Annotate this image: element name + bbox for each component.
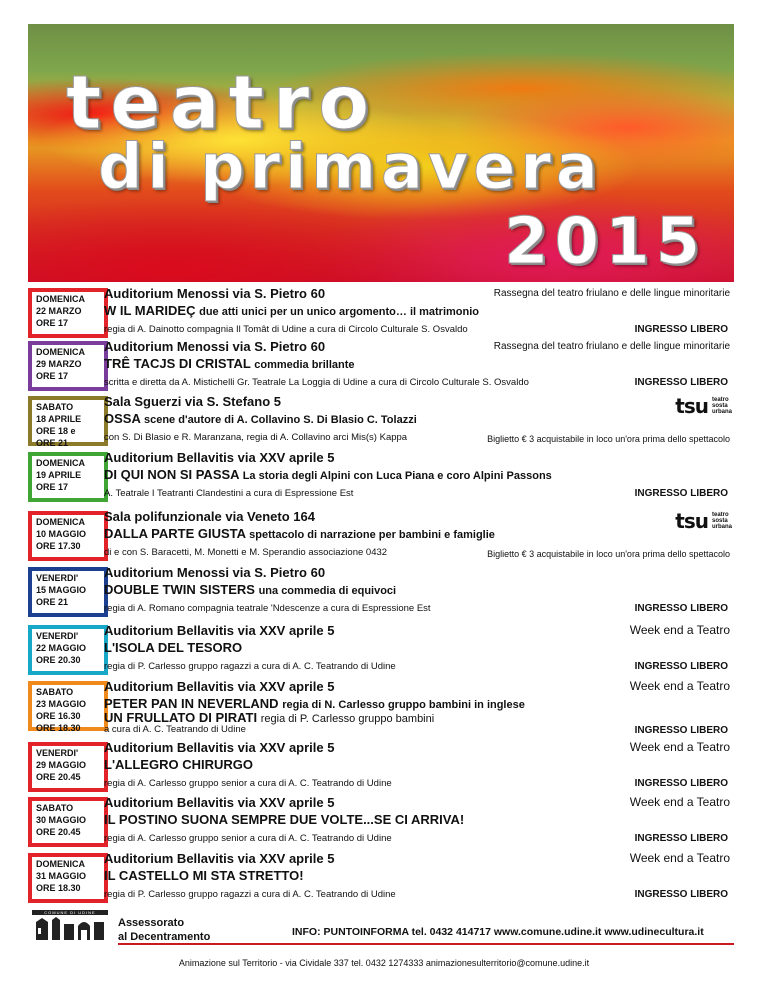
show-subtitle: due atti unici per un unico argomento… il matrimonio bbox=[199, 306, 480, 318]
date-badge-line: 19 APRILE bbox=[36, 470, 82, 480]
show-title-text: OSSA bbox=[104, 411, 141, 426]
date-badge-line: ORE 17 bbox=[36, 318, 69, 328]
credits: regia di P. Carlesso gruppo ragazzi a cura di A. C. Teatrando di Udine bbox=[104, 661, 396, 672]
show-title-2 bbox=[104, 710, 434, 725]
date-badge-line: ORE 20.30 bbox=[36, 655, 81, 665]
date-badge-line: VENERDI' bbox=[36, 631, 79, 641]
show-title bbox=[104, 757, 253, 772]
series-label: Rassegna del teatro friulano e delle lingue minoritarie bbox=[493, 341, 730, 352]
admission: INGRESSO LIBERO bbox=[634, 833, 728, 844]
credits: regia di A. Dainotto compagnia Il Tomât di Udine a cura di Circolo Culturale S. Osvaldo bbox=[104, 324, 468, 335]
venue: Auditorium Bellavitis via XXV aprile 5 bbox=[104, 851, 335, 866]
tsu-logo-word: sosta bbox=[711, 403, 728, 409]
admission: Biglietto € 3 acquistabile in loco un'ora prima dello spettacolo bbox=[487, 549, 730, 559]
credits: scritta e diretta da A. Mistichelli Gr. Teatrale La Loggia di Udine a cura di Circolo Culturale S. Osvaldo bbox=[104, 377, 529, 388]
date-badge-line: 31 MAGGIO bbox=[36, 871, 87, 881]
date-badge-line: DOMENICA bbox=[36, 294, 85, 304]
venue: Auditorium Menossi via S. Pietro 60 bbox=[104, 565, 326, 580]
tsu-logo-word: teatro bbox=[711, 397, 729, 403]
hero-title-line2: di primavera bbox=[98, 130, 603, 203]
date-badge-line: SABATO bbox=[36, 803, 74, 813]
admission: INGRESSO LIBERO bbox=[634, 661, 728, 672]
date-badge bbox=[28, 797, 108, 847]
show-subtitle-2: regia di P. Carlesso gruppo bambini bbox=[260, 713, 435, 725]
date-badge-line: ORE 20.45 bbox=[36, 772, 81, 782]
admission: INGRESSO LIBERO bbox=[634, 377, 728, 388]
tsu-logo bbox=[675, 394, 732, 418]
info-line: INFO: PUNTOINFORMA tel. 0432 414717 www.comune.udine.it www.udinecultura.it bbox=[292, 926, 704, 938]
date-badge bbox=[28, 681, 108, 731]
show-title-text: W IL MARIDEÇ bbox=[104, 303, 196, 318]
date-badge bbox=[28, 625, 108, 675]
date-badge-line: ORE 21 bbox=[36, 597, 69, 607]
date-badge-line: 18 APRILE bbox=[36, 414, 82, 424]
date-badge-line: ORE 20.45 bbox=[36, 827, 81, 837]
tsu-logo-mark: tsu bbox=[675, 509, 708, 533]
date-badge-line: 29 MARZO bbox=[36, 359, 82, 369]
date-badge-line: ORE 18.30 bbox=[36, 723, 81, 733]
date-badge-line: VENERDI' bbox=[36, 573, 79, 583]
venue: Sala polifunzionale via Veneto 164 bbox=[104, 509, 315, 524]
footer-divider bbox=[118, 943, 734, 945]
series-label: Week end a Teatro bbox=[629, 679, 730, 693]
series-label: Week end a Teatro bbox=[629, 795, 730, 809]
tsu-logo-word: urbana bbox=[711, 409, 732, 415]
date-badge bbox=[28, 742, 108, 792]
date-badge-line: 10 MAGGIO bbox=[36, 529, 87, 539]
credits: con S. Di Blasio e R. Maranzana, regia di A. Collavino arci Mis(s) Kappa bbox=[104, 432, 408, 443]
admission: INGRESSO LIBERO bbox=[634, 778, 728, 789]
series-label: Week end a Teatro bbox=[629, 740, 730, 754]
date-badge bbox=[28, 567, 108, 617]
show-subtitle: commedia brillante bbox=[254, 359, 355, 371]
tsu-logo-word: sosta bbox=[711, 518, 728, 524]
date-badge-line: 22 MARZO bbox=[36, 306, 82, 316]
date-badge bbox=[28, 396, 108, 446]
date-badge bbox=[28, 341, 108, 391]
venue: Auditorium Bellavitis via XXV aprile 5 bbox=[104, 740, 335, 755]
venue: Auditorium Bellavitis via XXV aprile 5 bbox=[104, 623, 335, 638]
admission: INGRESSO LIBERO bbox=[634, 324, 728, 335]
admission: INGRESSO LIBERO bbox=[634, 488, 728, 499]
venue: Auditorium Bellavitis via XXV aprile 5 bbox=[104, 795, 335, 810]
show-title-text: IL CASTELLO MI STA STRETTO! bbox=[104, 868, 304, 883]
credits: regia di A. Carlesso gruppo senior a cura di A. C. Teatrando di Udine bbox=[104, 833, 392, 844]
show-title-text: IL POSTINO SUONA SEMPRE DUE VOLTE...SE CI ARRIVA! bbox=[104, 812, 465, 827]
credits: A. Teatrale I Teatranti Clandestini a cura di Espressione Est bbox=[104, 488, 354, 499]
credits: regia di P. Carlesso gruppo ragazzi a cura di A. C. Teatrando di Udine bbox=[104, 889, 396, 900]
show-title bbox=[104, 526, 495, 541]
credits: a cura di A. C. Teatrando di Udine bbox=[104, 724, 246, 735]
show-title bbox=[104, 868, 304, 883]
show-title-text: DOUBLE TWIN SISTERS bbox=[104, 582, 255, 597]
date-badge bbox=[28, 511, 108, 561]
logo-text: COMUNE DI UDINE bbox=[44, 910, 96, 916]
comune-udine-logo bbox=[32, 910, 108, 942]
assessorato-line1: Assessorato bbox=[118, 917, 185, 929]
show-title-text: DALLA PARTE GIUSTA bbox=[104, 526, 246, 541]
date-badge-line: DOMENICA bbox=[36, 517, 85, 527]
show-title-text: TRÊ TACJS DI CRISTAL bbox=[104, 356, 251, 371]
date-badge-line: 29 MAGGIO bbox=[36, 760, 87, 770]
show-title-text: PETER PAN IN NEVERLAND bbox=[104, 696, 279, 711]
date-badge-line: ORE 17 bbox=[36, 371, 69, 381]
show-title bbox=[104, 640, 242, 655]
show-title bbox=[104, 467, 552, 482]
show-title bbox=[104, 582, 396, 597]
date-badge-line: ORE 21 bbox=[36, 438, 69, 448]
venue: Auditorium Menossi via S. Pietro 60 bbox=[104, 339, 326, 354]
tsu-logo-word: teatro bbox=[711, 512, 729, 518]
bottom-contact: Animazione sul Territorio - via Cividale 337 tel. 0432 1274333 animazionesulterritorio@comune.udine.it bbox=[178, 958, 590, 968]
show-title bbox=[104, 356, 355, 371]
show-title-text: L'ALLEGRO CHIRURGO bbox=[104, 757, 253, 772]
date-badge-line: ORE 18 e bbox=[36, 426, 76, 436]
admission: Biglietto € 3 acquistabile in loco un'ora prima dello spettacolo bbox=[487, 434, 730, 444]
hero-image bbox=[28, 24, 734, 282]
show-subtitle: regia di N. Carlesso gruppo bambini in inglese bbox=[282, 699, 525, 711]
date-badge-line: ORE 17 bbox=[36, 482, 69, 492]
date-badge-line: DOMENICA bbox=[36, 859, 85, 869]
admission: INGRESSO LIBERO bbox=[634, 889, 728, 900]
date-badge bbox=[28, 853, 108, 903]
date-badge bbox=[28, 452, 108, 502]
series-label: Week end a Teatro bbox=[629, 851, 730, 865]
venue: Auditorium Bellavitis via XXV aprile 5 bbox=[104, 679, 335, 694]
show-subtitle: una commedia di equivoci bbox=[258, 585, 397, 597]
show-subtitle: La storia degli Alpini con Luca Piana e coro Alpini Passons bbox=[242, 470, 552, 482]
tsu-logo-word: urbana bbox=[711, 524, 732, 530]
date-badge-line: DOMENICA bbox=[36, 458, 85, 468]
series-label: Rassegna del teatro friulano e delle lingue minoritarie bbox=[493, 288, 730, 299]
date-badge-line: ORE 18.30 bbox=[36, 883, 81, 893]
tsu-logo bbox=[675, 509, 732, 533]
show-title-text: L'ISOLA DEL TESORO bbox=[104, 640, 243, 655]
show-title bbox=[104, 303, 479, 318]
credits: di e con S. Baracetti, M. Monetti e M. Sperandio associazione 0432 bbox=[104, 547, 388, 558]
show-title bbox=[104, 696, 525, 711]
date-badge-line: SABATO bbox=[36, 402, 74, 412]
credits: regia di A. Carlesso gruppo senior a cura di A. C. Teatrando di Udine bbox=[104, 778, 392, 789]
venue: Auditorium Bellavitis via XXV aprile 5 bbox=[104, 450, 335, 465]
show-subtitle: spettacolo di narrazione per bambini e famiglie bbox=[249, 529, 495, 541]
date-badge-line: 23 MAGGIO bbox=[36, 699, 87, 709]
assessorato-line2: al Decentramento bbox=[118, 931, 211, 943]
date-badge-line: SABATO bbox=[36, 687, 74, 697]
date-badge-line: ORE 17.30 bbox=[36, 541, 81, 551]
assessorato-label bbox=[118, 916, 210, 944]
date-badge bbox=[28, 288, 108, 338]
hero-title-year: 2015 bbox=[504, 205, 707, 279]
venue: Sala Sguerzi via S. Stefano 5 bbox=[104, 394, 282, 409]
admission: INGRESSO LIBERO bbox=[634, 603, 728, 614]
show-title-text: DI QUI NON SI PASSA bbox=[104, 467, 240, 482]
admission: INGRESSO LIBERO bbox=[634, 725, 728, 736]
hero-title-line1: teatro bbox=[66, 60, 379, 146]
credits: regia di A. Romano compagnia teatrale 'Ndescenze a cura di Espressione Est bbox=[104, 603, 431, 614]
series-label: Week end a Teatro bbox=[629, 623, 730, 637]
venue: Auditorium Menossi via S. Pietro 60 bbox=[104, 286, 326, 301]
tsu-logo-mark: tsu bbox=[675, 394, 708, 418]
date-badge-line: DOMENICA bbox=[36, 347, 85, 357]
show-title-2-text: UN FRULLATO DI PIRATI bbox=[104, 710, 258, 725]
date-badge-line: VENERDI' bbox=[36, 748, 79, 758]
date-badge-line: 22 MAGGIO bbox=[36, 643, 87, 653]
date-badge-line: 30 MAGGIO bbox=[36, 815, 87, 825]
show-title bbox=[104, 411, 417, 426]
show-subtitle: scene d'autore di A. Collavino S. Di Blasio C. Tolazzi bbox=[143, 414, 417, 426]
date-badge-line: ORE 16.30 bbox=[36, 711, 81, 721]
date-badge-line: 15 MAGGIO bbox=[36, 585, 87, 595]
show-title bbox=[104, 812, 464, 827]
